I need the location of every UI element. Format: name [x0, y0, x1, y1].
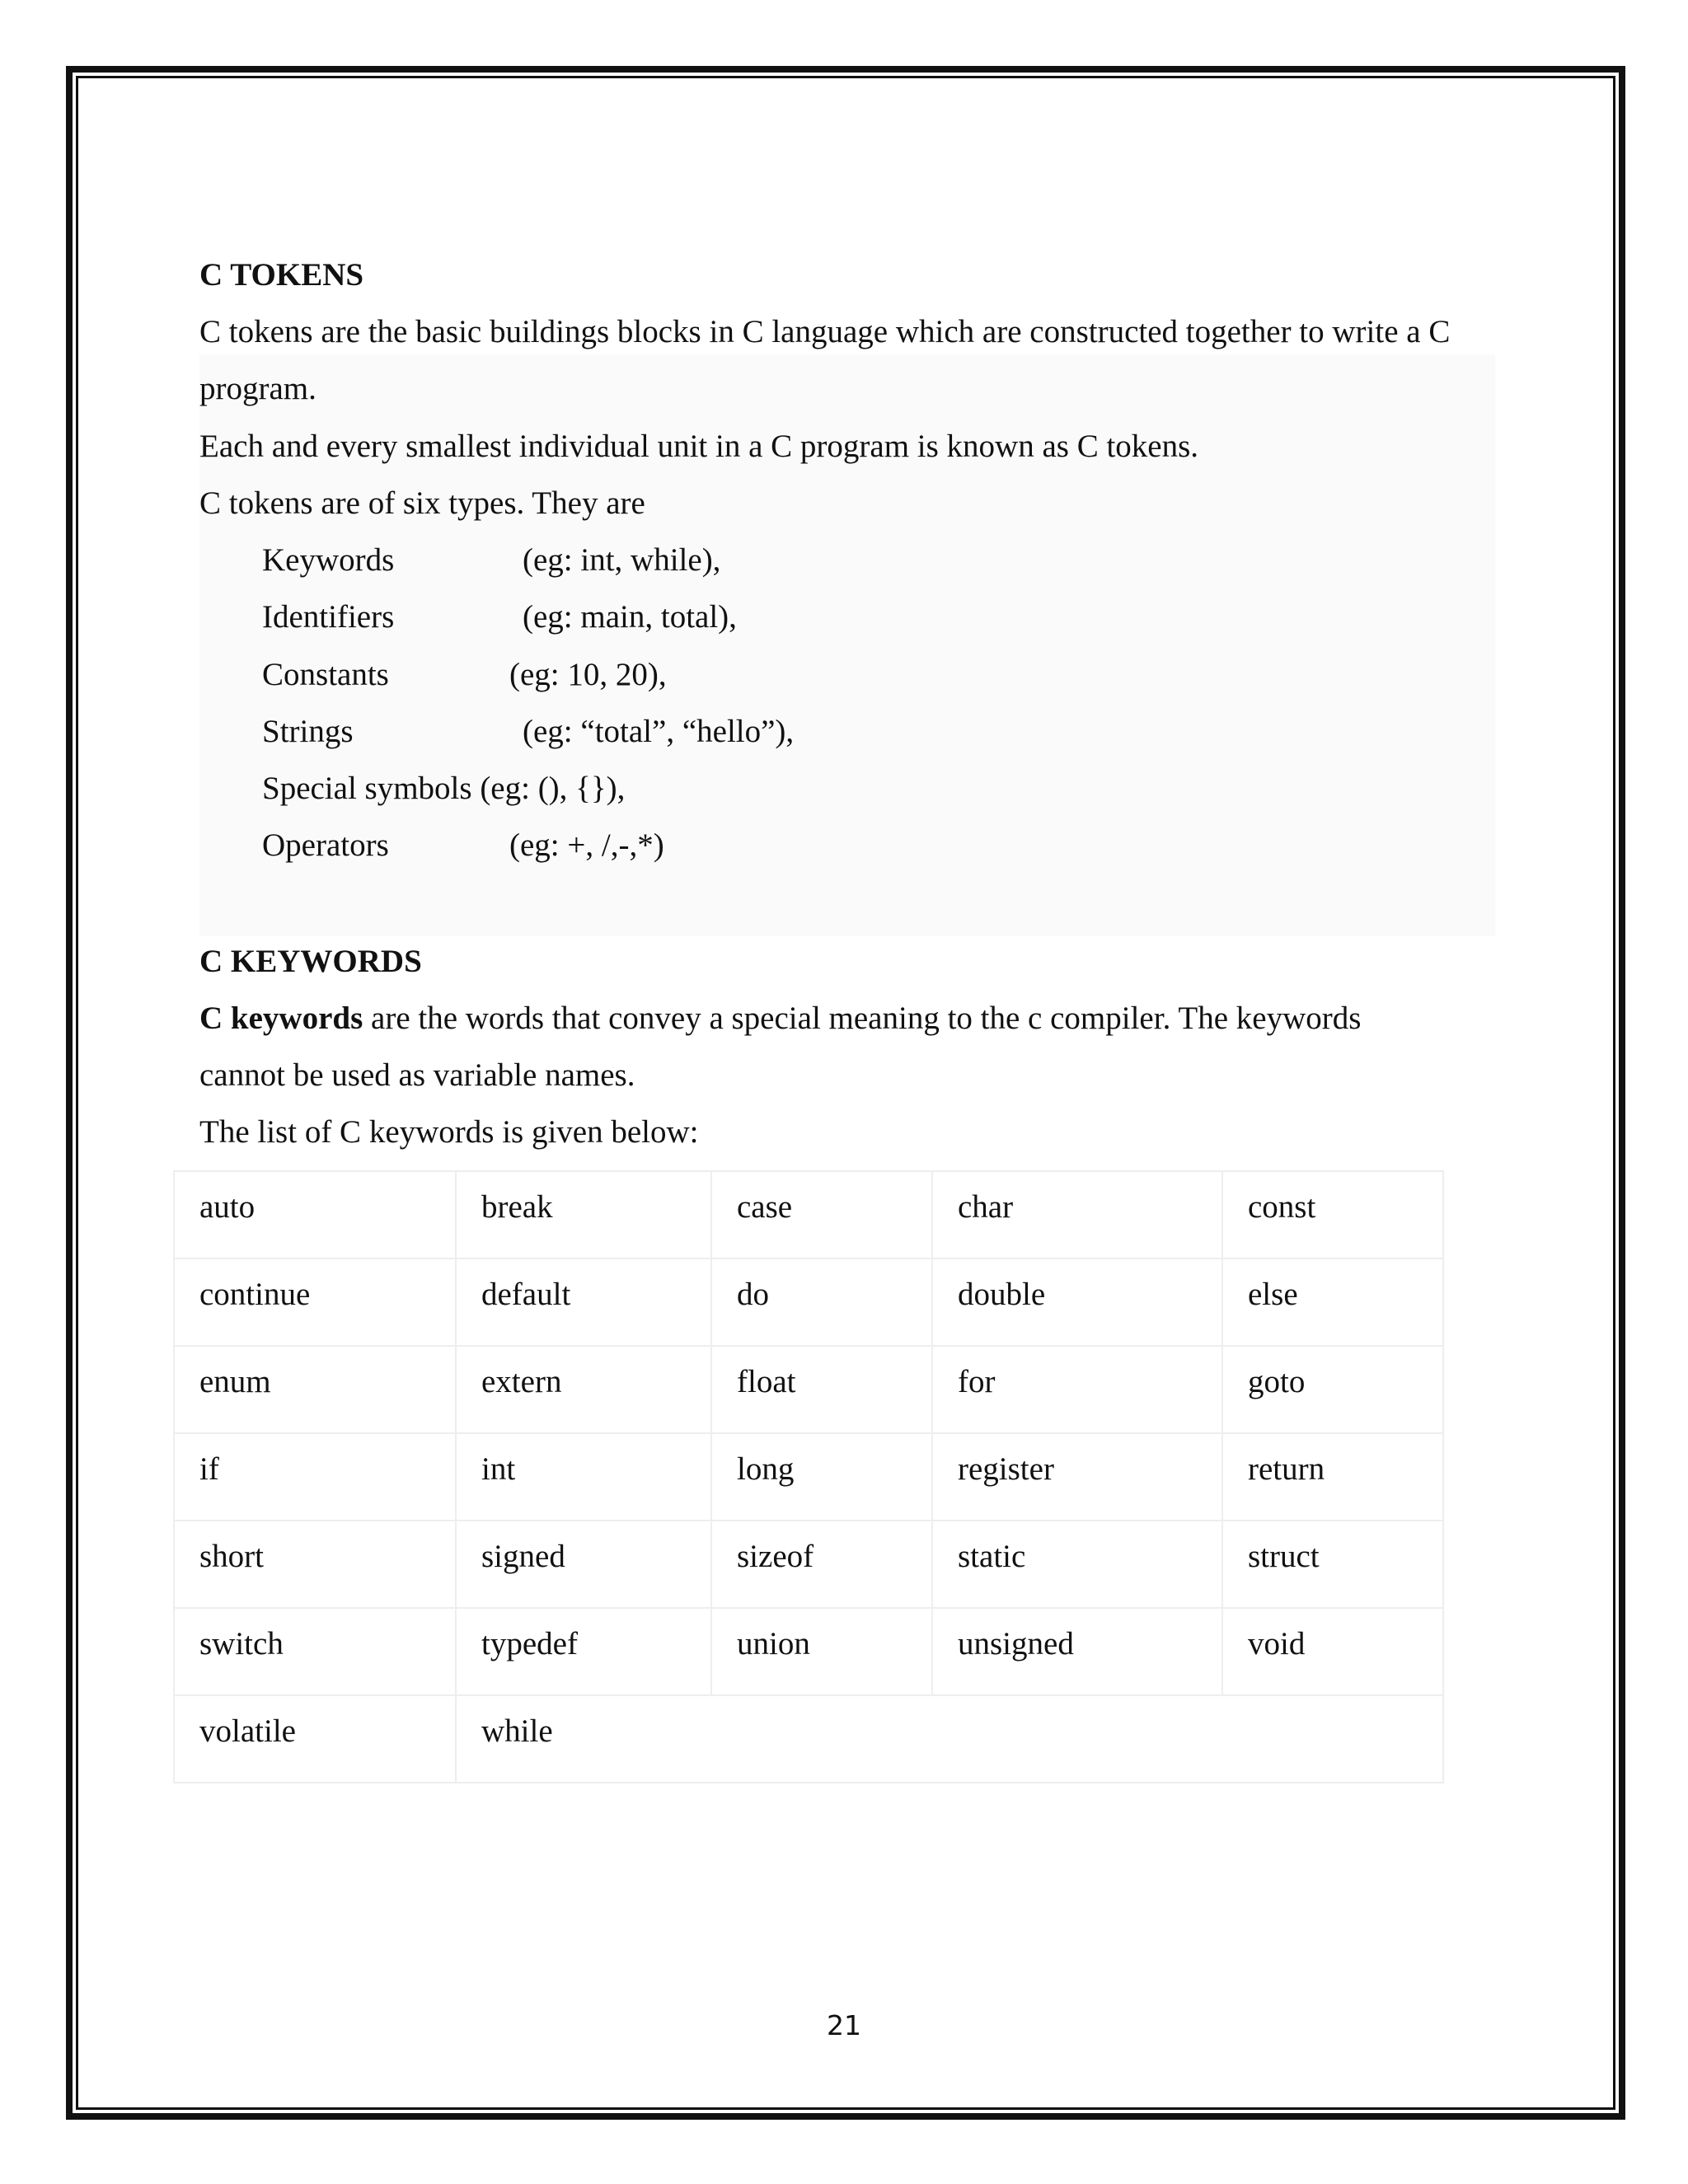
- keywords-heading: C KEYWORDS: [199, 944, 422, 979]
- token-type-example: (eg: “total”, “hello”),: [523, 714, 795, 749]
- table-cell: if: [174, 1433, 456, 1521]
- keywords-term: C keywords: [199, 1001, 363, 1036]
- token-type-item: [262, 655, 667, 695]
- token-type-item: [262, 769, 625, 808]
- table-cell: float: [711, 1346, 932, 1433]
- table-cell: typedef: [456, 1608, 711, 1695]
- table-cell: enum: [174, 1346, 456, 1433]
- table-cell: double: [932, 1258, 1222, 1346]
- table-cell: const: [1222, 1171, 1443, 1258]
- table-cell: signed: [456, 1521, 711, 1608]
- table-cell: switch: [174, 1608, 456, 1695]
- table-cell: int: [456, 1433, 711, 1521]
- table-cell: return: [1222, 1433, 1443, 1521]
- table-row: [174, 1346, 1443, 1433]
- keywords-list-intro: The list of C keywords is given below:: [199, 1114, 699, 1150]
- tokens-paragraph-3: C tokens are of six types. They are: [199, 485, 645, 521]
- table-row: [174, 1258, 1443, 1346]
- table-cell: void: [1222, 1608, 1443, 1695]
- token-type-name: Operators: [262, 827, 389, 863]
- table-cell: short: [174, 1521, 456, 1608]
- table-cell: char: [932, 1171, 1222, 1258]
- table-cell: while: [456, 1695, 1443, 1783]
- table-cell: continue: [174, 1258, 456, 1346]
- keywords-paragraph-line-1: [199, 999, 1361, 1038]
- token-type-name: Constants: [262, 657, 389, 692]
- tokens-paragraph-2: Each and every smallest individual unit in a C program is known as C tokens.: [199, 429, 1199, 464]
- table-cell: break: [456, 1171, 711, 1258]
- token-type-name: Strings: [262, 714, 354, 749]
- keywords-paragraph-line-2: cannot be used as variable names.: [199, 1057, 635, 1093]
- table-cell: else: [1222, 1258, 1443, 1346]
- table-cell: sizeof: [711, 1521, 932, 1608]
- token-type-item: [262, 541, 721, 580]
- table-cell: register: [932, 1433, 1222, 1521]
- keywords-paragraph-rest: are the words that convey a special meaning to the c compiler. The keywords: [363, 1001, 1362, 1036]
- tokens-heading: C TOKENS: [199, 257, 364, 293]
- table-cell: goto: [1222, 1346, 1443, 1433]
- page-number: 21: [827, 2009, 861, 2041]
- table-cell: long: [711, 1433, 932, 1521]
- table-cell: default: [456, 1258, 711, 1346]
- token-type-item: [262, 598, 737, 637]
- keywords-table: [173, 1170, 1444, 1783]
- token-type-item: [262, 712, 795, 752]
- token-type-name: Identifiers: [262, 599, 395, 635]
- token-type-example: (eg: main, total),: [523, 599, 737, 635]
- table-row: [174, 1171, 1443, 1258]
- token-type-item: [262, 826, 664, 865]
- table-row: [174, 1521, 1443, 1608]
- tokens-paragraph-line-2: program.: [199, 371, 316, 406]
- table-cell: extern: [456, 1346, 711, 1433]
- token-type-name: Keywords: [262, 542, 395, 578]
- token-type-name: Special symbols (eg: (), {}),: [262, 771, 626, 806]
- table-cell: union: [711, 1608, 932, 1695]
- table-cell: unsigned: [932, 1608, 1222, 1695]
- table-cell: volatile: [174, 1695, 456, 1783]
- table-cell: case: [711, 1171, 932, 1258]
- table-row: [174, 1608, 1443, 1695]
- table-row: [174, 1433, 1443, 1521]
- token-type-example: (eg: int, while),: [523, 542, 721, 578]
- table-cell: for: [932, 1346, 1222, 1433]
- table-cell: static: [932, 1521, 1222, 1608]
- tokens-paragraph-line-1: C tokens are the basic buildings blocks in C language which are constructed together to write a C: [199, 314, 1451, 349]
- token-type-example: (eg: +, /,-,*): [509, 827, 664, 863]
- table-cell: struct: [1222, 1521, 1443, 1608]
- table-cell: auto: [174, 1171, 456, 1258]
- table-row: [174, 1695, 1443, 1783]
- table-cell: do: [711, 1258, 932, 1346]
- token-type-example: (eg: 10, 20),: [509, 657, 667, 692]
